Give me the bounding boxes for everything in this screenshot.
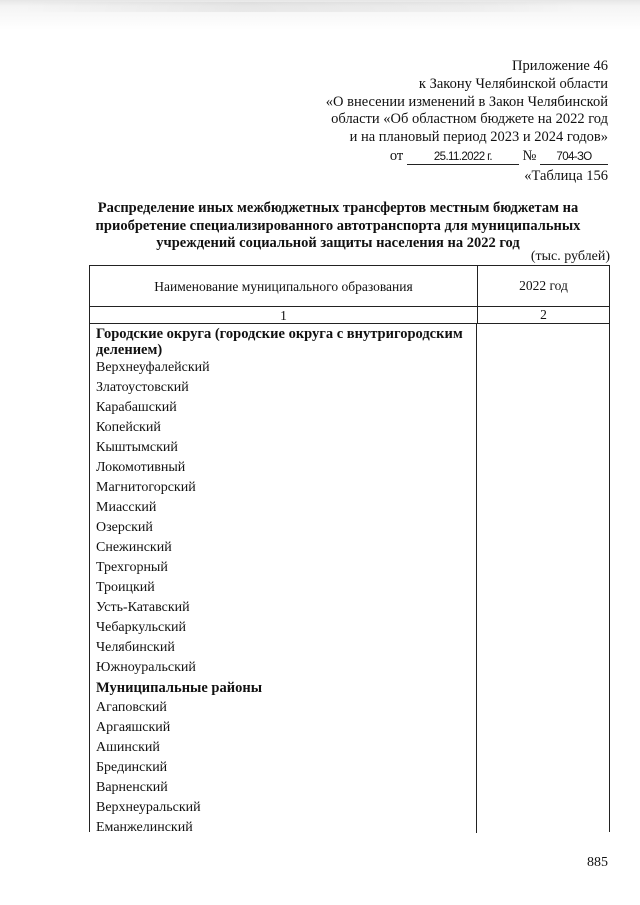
- table-label: «Таблица 156: [524, 168, 608, 184]
- date-prefix: от: [389, 147, 404, 164]
- law-date: 25.11.2022 г.: [407, 150, 519, 165]
- list-item: Аргаяшский: [96, 720, 171, 735]
- list-item: Миасский: [96, 500, 157, 515]
- date-number-line: [268, 148, 608, 166]
- page-number: 885: [587, 855, 608, 870]
- list-item: Усть-Катавский: [96, 600, 190, 615]
- list-item: Верхнеуфалейский: [96, 360, 210, 375]
- scan-smudge: [20, 2, 580, 12]
- allocation-table: [89, 265, 610, 835]
- list-item: Кыштымский: [96, 440, 178, 455]
- list-item: Магнитогорский: [96, 480, 196, 495]
- list-item: Копейский: [96, 420, 161, 435]
- list-item: Троицкий: [96, 580, 155, 595]
- list-item: Южноуральский: [96, 660, 196, 675]
- header-line: «О внесении изменений в Закон Челябинской: [325, 93, 608, 110]
- amount-column: [477, 324, 609, 833]
- list-item: Ашинский: [96, 740, 160, 755]
- law-number: 704-ЗО: [540, 150, 608, 165]
- list-item: Карабашский: [96, 400, 177, 415]
- list-item: Верхнеуральский: [96, 800, 201, 815]
- header-line: Приложение 46: [512, 58, 608, 74]
- group-title-municipal-districts: Муниципальные районы: [96, 680, 263, 696]
- column-header-municipality: Наименование муниципального образования: [90, 266, 478, 306]
- column-number-row: [90, 307, 609, 324]
- list-item: Снежинский: [96, 540, 172, 555]
- list-item: Варненский: [96, 780, 168, 795]
- units-label: (тыс. рублей): [530, 249, 610, 264]
- list-item: Озерский: [96, 520, 153, 535]
- list-item: Агаповский: [96, 700, 167, 715]
- column-header-year: 2022 год: [519, 278, 568, 293]
- group-title-urban-districts: Городские округа (городские округа с внутригородским делением): [96, 326, 463, 358]
- list-item: Челябинский: [96, 640, 175, 655]
- list-item: Чебаркульский: [96, 620, 187, 635]
- table-body: [90, 324, 609, 833]
- column-number-2: 2: [540, 307, 547, 322]
- list-item: Златоустовский: [96, 380, 189, 395]
- table-header-row: [90, 266, 609, 307]
- list-item: Брединский: [96, 760, 168, 775]
- header-line: и на плановый период 2023 и 2024 годов»: [349, 129, 608, 146]
- header-line: к Закону Челябинской области: [418, 75, 608, 92]
- municipality-column: [90, 324, 477, 833]
- number-prefix: №: [522, 147, 537, 164]
- list-item: Трехгорный: [96, 560, 168, 575]
- appendix-header: [268, 58, 608, 166]
- document-title: Распределение иных межбюджетных трансфертов местным бюджетам на приобретение специализированного автотранспорта для муниципальных учреждений социальной защиты населения на 2022 год: [95, 200, 581, 251]
- header-line: области «Об областном бюджете на 2022 год: [331, 111, 608, 128]
- list-item: Еманжелинский: [96, 820, 193, 835]
- list-item: Локомотивный: [96, 460, 186, 475]
- column-number-1: 1: [90, 307, 478, 323]
